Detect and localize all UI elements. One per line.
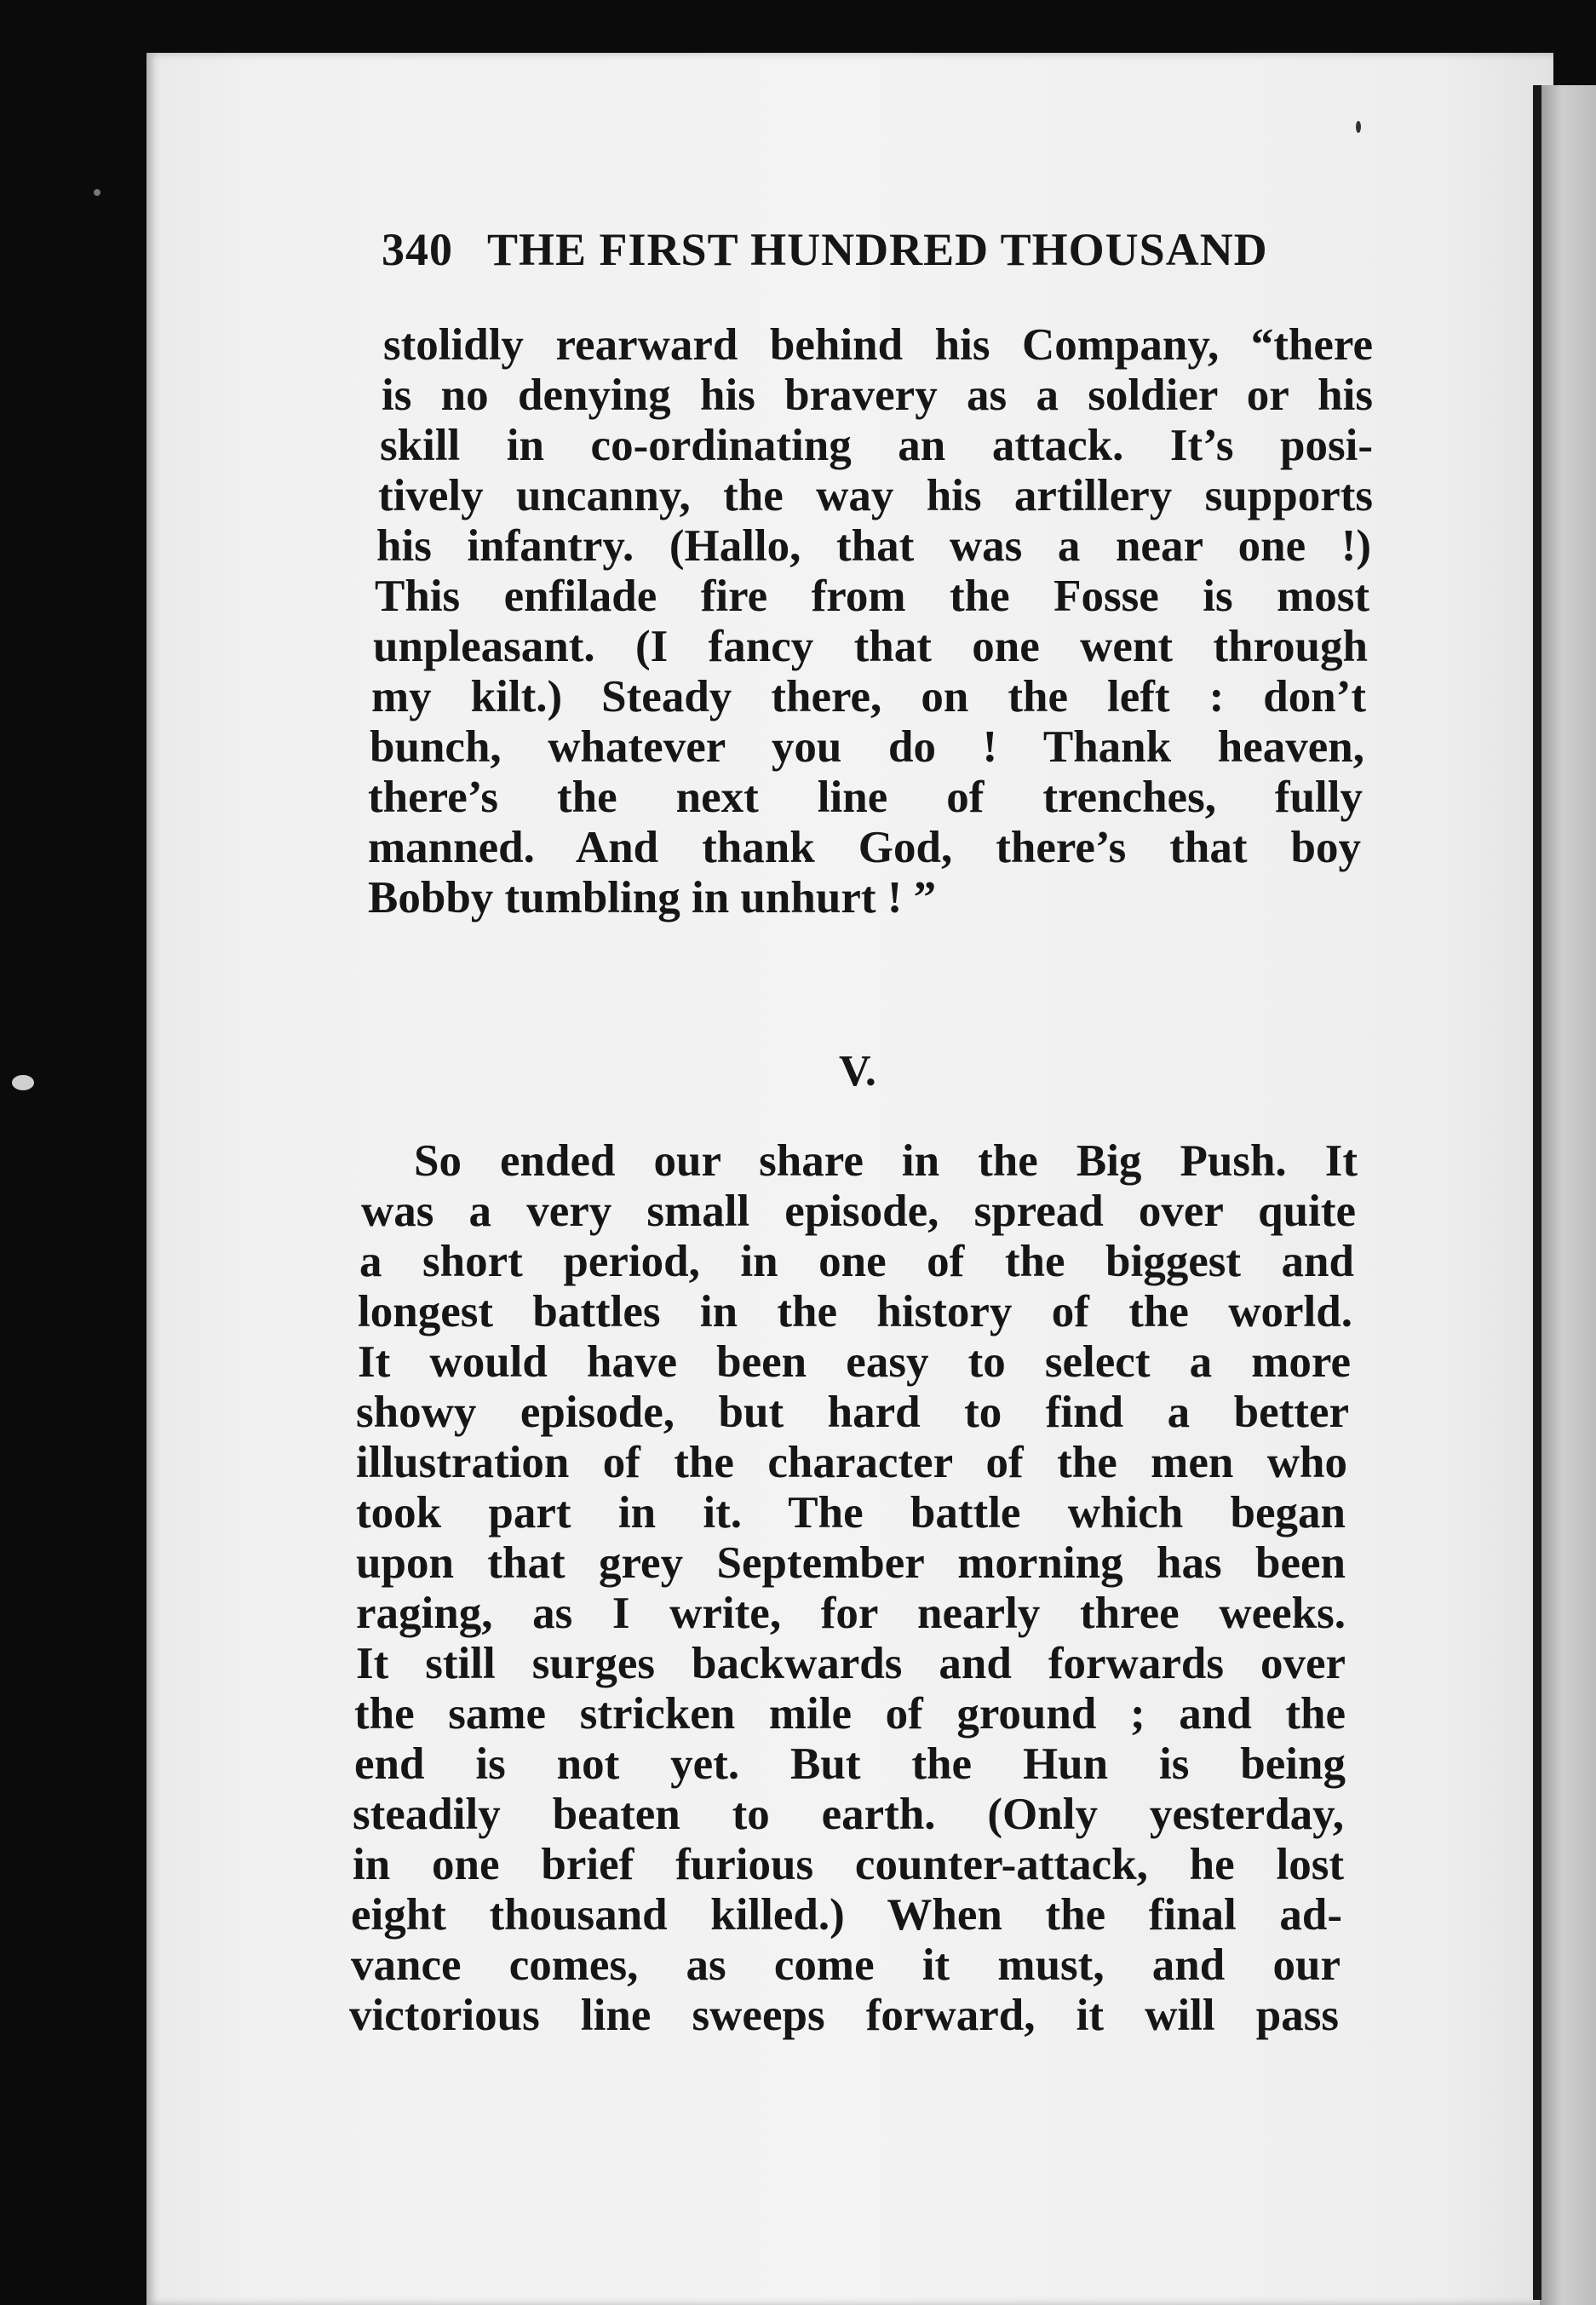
- text-line: unpleasant. (I fancy that one went through: [373, 622, 1368, 671]
- scan-speck: [1356, 121, 1361, 133]
- page-number: 340: [382, 224, 453, 275]
- text-line: the same stricken mile of ground ; and the: [354, 1689, 1346, 1739]
- text-line: illustration of the character of the men who: [356, 1438, 1347, 1487]
- text-line: is no denying his bravery as a soldier or his: [382, 371, 1373, 420]
- text-line: manned. And thank God, there’s that boy: [368, 823, 1361, 872]
- text-line: upon that grey September morning has been: [356, 1538, 1346, 1588]
- text-line: So ended our share in the Big Push. It: [414, 1136, 1358, 1186]
- running-title: THE FIRST HUNDRED THOUSAND: [487, 224, 1268, 275]
- page-gutter-shadow: [1533, 85, 1541, 2300]
- text-line: vance comes, as come it must, and our: [351, 1940, 1341, 1990]
- scan-speck: [94, 189, 100, 196]
- text-line: It still surges backwards and forwards over: [356, 1639, 1346, 1688]
- text-line: his infantry. (Hallo, that was a near one !): [376, 521, 1371, 571]
- text-line: tively uncanny, the way his artillery supports: [378, 471, 1373, 520]
- text-line: raging, as I write, for nearly three weeks.: [356, 1589, 1346, 1638]
- text-line: It would have been easy to select a more: [358, 1337, 1351, 1387]
- next-page-edge: [1540, 85, 1596, 2305]
- scan-speck: [12, 1075, 34, 1090]
- text-line: bunch, whatever you do ! Thank heaven,: [370, 722, 1364, 772]
- text-line: Bobby tumbling in unhurt ! ”: [368, 873, 937, 923]
- text-line: This enfilade fire from the Fosse is most: [375, 572, 1369, 621]
- text-line: my kilt.) Steady there, on the left : don’t: [371, 672, 1366, 721]
- text-line: in one brief furious counter-attack, he lost: [353, 1840, 1344, 1889]
- text-line: steadily beaten to earth. (Only yesterday,: [353, 1790, 1344, 1839]
- text-line: eight thousand killed.) When the final ad-: [351, 1890, 1342, 1940]
- section-heading: V.: [839, 1047, 876, 1095]
- text-line: there’s the next line of trenches, fully: [368, 773, 1363, 822]
- text-line: stolidly rearward behind his Company, “there: [383, 320, 1373, 370]
- text-line: a short period, in one of the biggest and: [359, 1237, 1354, 1286]
- text-line: longest battles in the history of the world.: [358, 1287, 1352, 1336]
- running-header: [382, 223, 1301, 276]
- text-line: victorious line sweeps forward, it will pass: [349, 1991, 1339, 2040]
- text-line: was a very small episode, spread over quite: [361, 1187, 1356, 1236]
- text-line: end is not yet. But the Hun is being: [354, 1739, 1346, 1789]
- text-line: took part in it. The battle which began: [356, 1488, 1346, 1538]
- text-line: showy episode, but hard to find a better: [356, 1388, 1349, 1437]
- text-line: skill in co-ordinating an attack. It’s posi-: [380, 421, 1373, 470]
